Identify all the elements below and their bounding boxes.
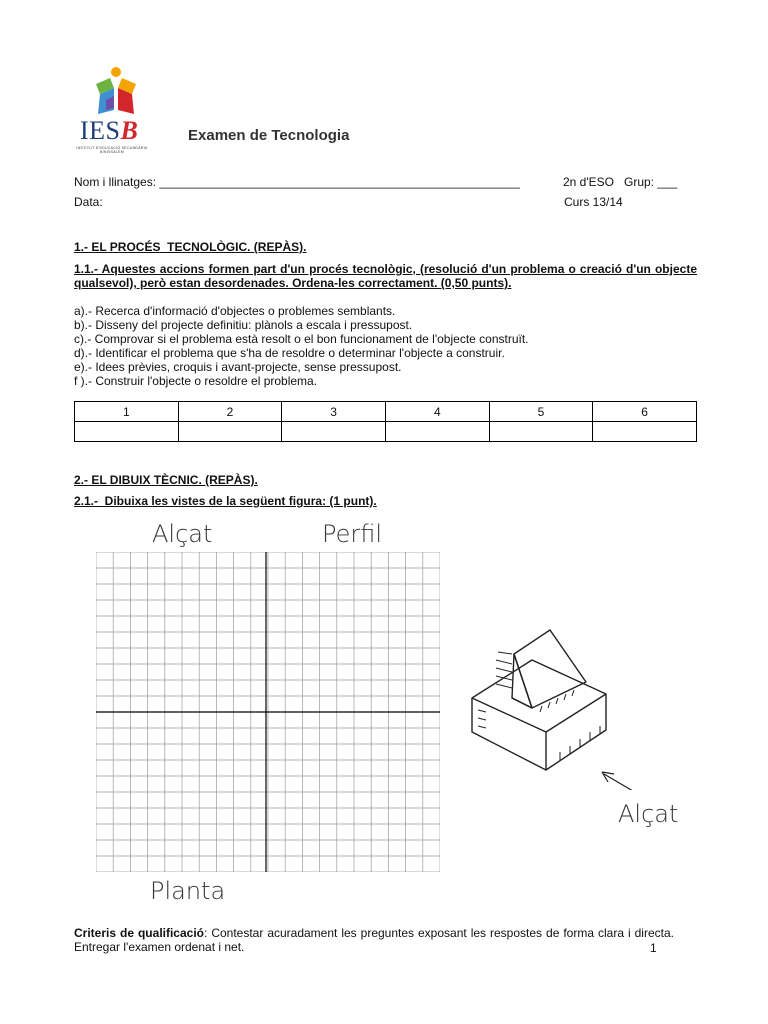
answer-cell[interactable] xyxy=(385,422,489,442)
block-top-face xyxy=(472,660,606,732)
logo-letter: B xyxy=(120,116,139,145)
section2-question: 2.1.- Dibuixa les vistes de la següent figura: (1 punt). xyxy=(74,494,377,508)
criteria-paragraph xyxy=(74,926,674,954)
list-item: e).- Idees prèvies, croquis i avant-projecte, sense pressupost. xyxy=(74,360,402,374)
course-group-label: 2n d'ESO Grup: ___ xyxy=(563,175,678,189)
drawing-grid[interactable] xyxy=(96,552,440,872)
date-label: Data: xyxy=(74,195,103,209)
criteria-text: : Contestar acuradament les preguntes exposant les respostes de forma clara i directa. Entregar l'examen ordenat i net. xyxy=(74,926,674,954)
section2-heading: 2.- EL DIBUIX TÈCNIC. (REPÀS). xyxy=(74,473,258,487)
answer-cell[interactable] xyxy=(178,422,282,442)
answer-cell[interactable] xyxy=(489,422,593,442)
grid-label-perfil: Perfil xyxy=(322,520,383,548)
answer-cell[interactable] xyxy=(593,422,697,442)
list-item: b).- Disseny del projecte definitiu: plànols a escala i pressupost. xyxy=(74,318,413,332)
table-header-cell: 2 xyxy=(178,402,282,422)
block-left-face xyxy=(472,698,546,770)
block-right-face xyxy=(546,694,606,770)
isometric-figure xyxy=(460,620,690,790)
grid-label-planta: Planta xyxy=(150,877,226,905)
view-arrow-icon xyxy=(602,772,638,790)
table-header-cell: 6 xyxy=(593,402,697,422)
page-title: Examen de Tecnologia xyxy=(188,127,350,144)
answer-cell[interactable] xyxy=(282,422,386,442)
table-header-cell: 1 xyxy=(75,402,179,422)
logo-text: IES xyxy=(80,116,121,145)
school-year-label: Curs 13/14 xyxy=(564,195,623,209)
school-logo xyxy=(78,64,188,160)
logo-emblem-icon xyxy=(86,64,146,118)
grid-label-alcat: Alçat xyxy=(152,520,213,548)
action-list xyxy=(74,304,529,388)
criteria-label: Criteris de qualificació xyxy=(74,926,204,940)
list-item: d).- Identificar el problema que s'ha de resoldre o determinar l'objecte a construir. xyxy=(74,346,505,360)
section1-question: 1.1.- Aquestes accions formen part d'un procés tecnològic, (resolució d'un problema o creació d'un objecte qualsevol), però estan desordenades. Ordena-les correctament. (0,50 punts). xyxy=(74,262,697,290)
table-header-row xyxy=(75,402,697,422)
table-header-cell: 4 xyxy=(385,402,489,422)
figure-arrow-label: Alçat xyxy=(618,800,679,828)
table-header-cell: 3 xyxy=(282,402,386,422)
table-header-cell: 5 xyxy=(489,402,593,422)
page-number: 1 xyxy=(650,941,657,955)
section1-heading: 1.- EL PROCÉS TECNOLÒGIC. (REPÀS). xyxy=(74,240,307,254)
list-item: c).- Comprovar si el problema està resolt o el bon funcionament de l'objecte construït. xyxy=(74,332,529,346)
answer-cell[interactable] xyxy=(75,422,179,442)
list-item: f ).- Construir l'objecte o resoldre el problema. xyxy=(74,374,318,388)
order-answer-table xyxy=(74,401,697,442)
list-item: a).- Recerca d'informació d'objectes o problemes semblants. xyxy=(74,304,396,318)
logo-subtitle: INSTITUT D'EDUCACIÓ SECUNDÀRIA BINISSALEM xyxy=(76,146,148,154)
name-field-label: Nom i llinatges: ______________________________________________________ xyxy=(74,175,520,189)
table-answer-row xyxy=(75,422,697,442)
